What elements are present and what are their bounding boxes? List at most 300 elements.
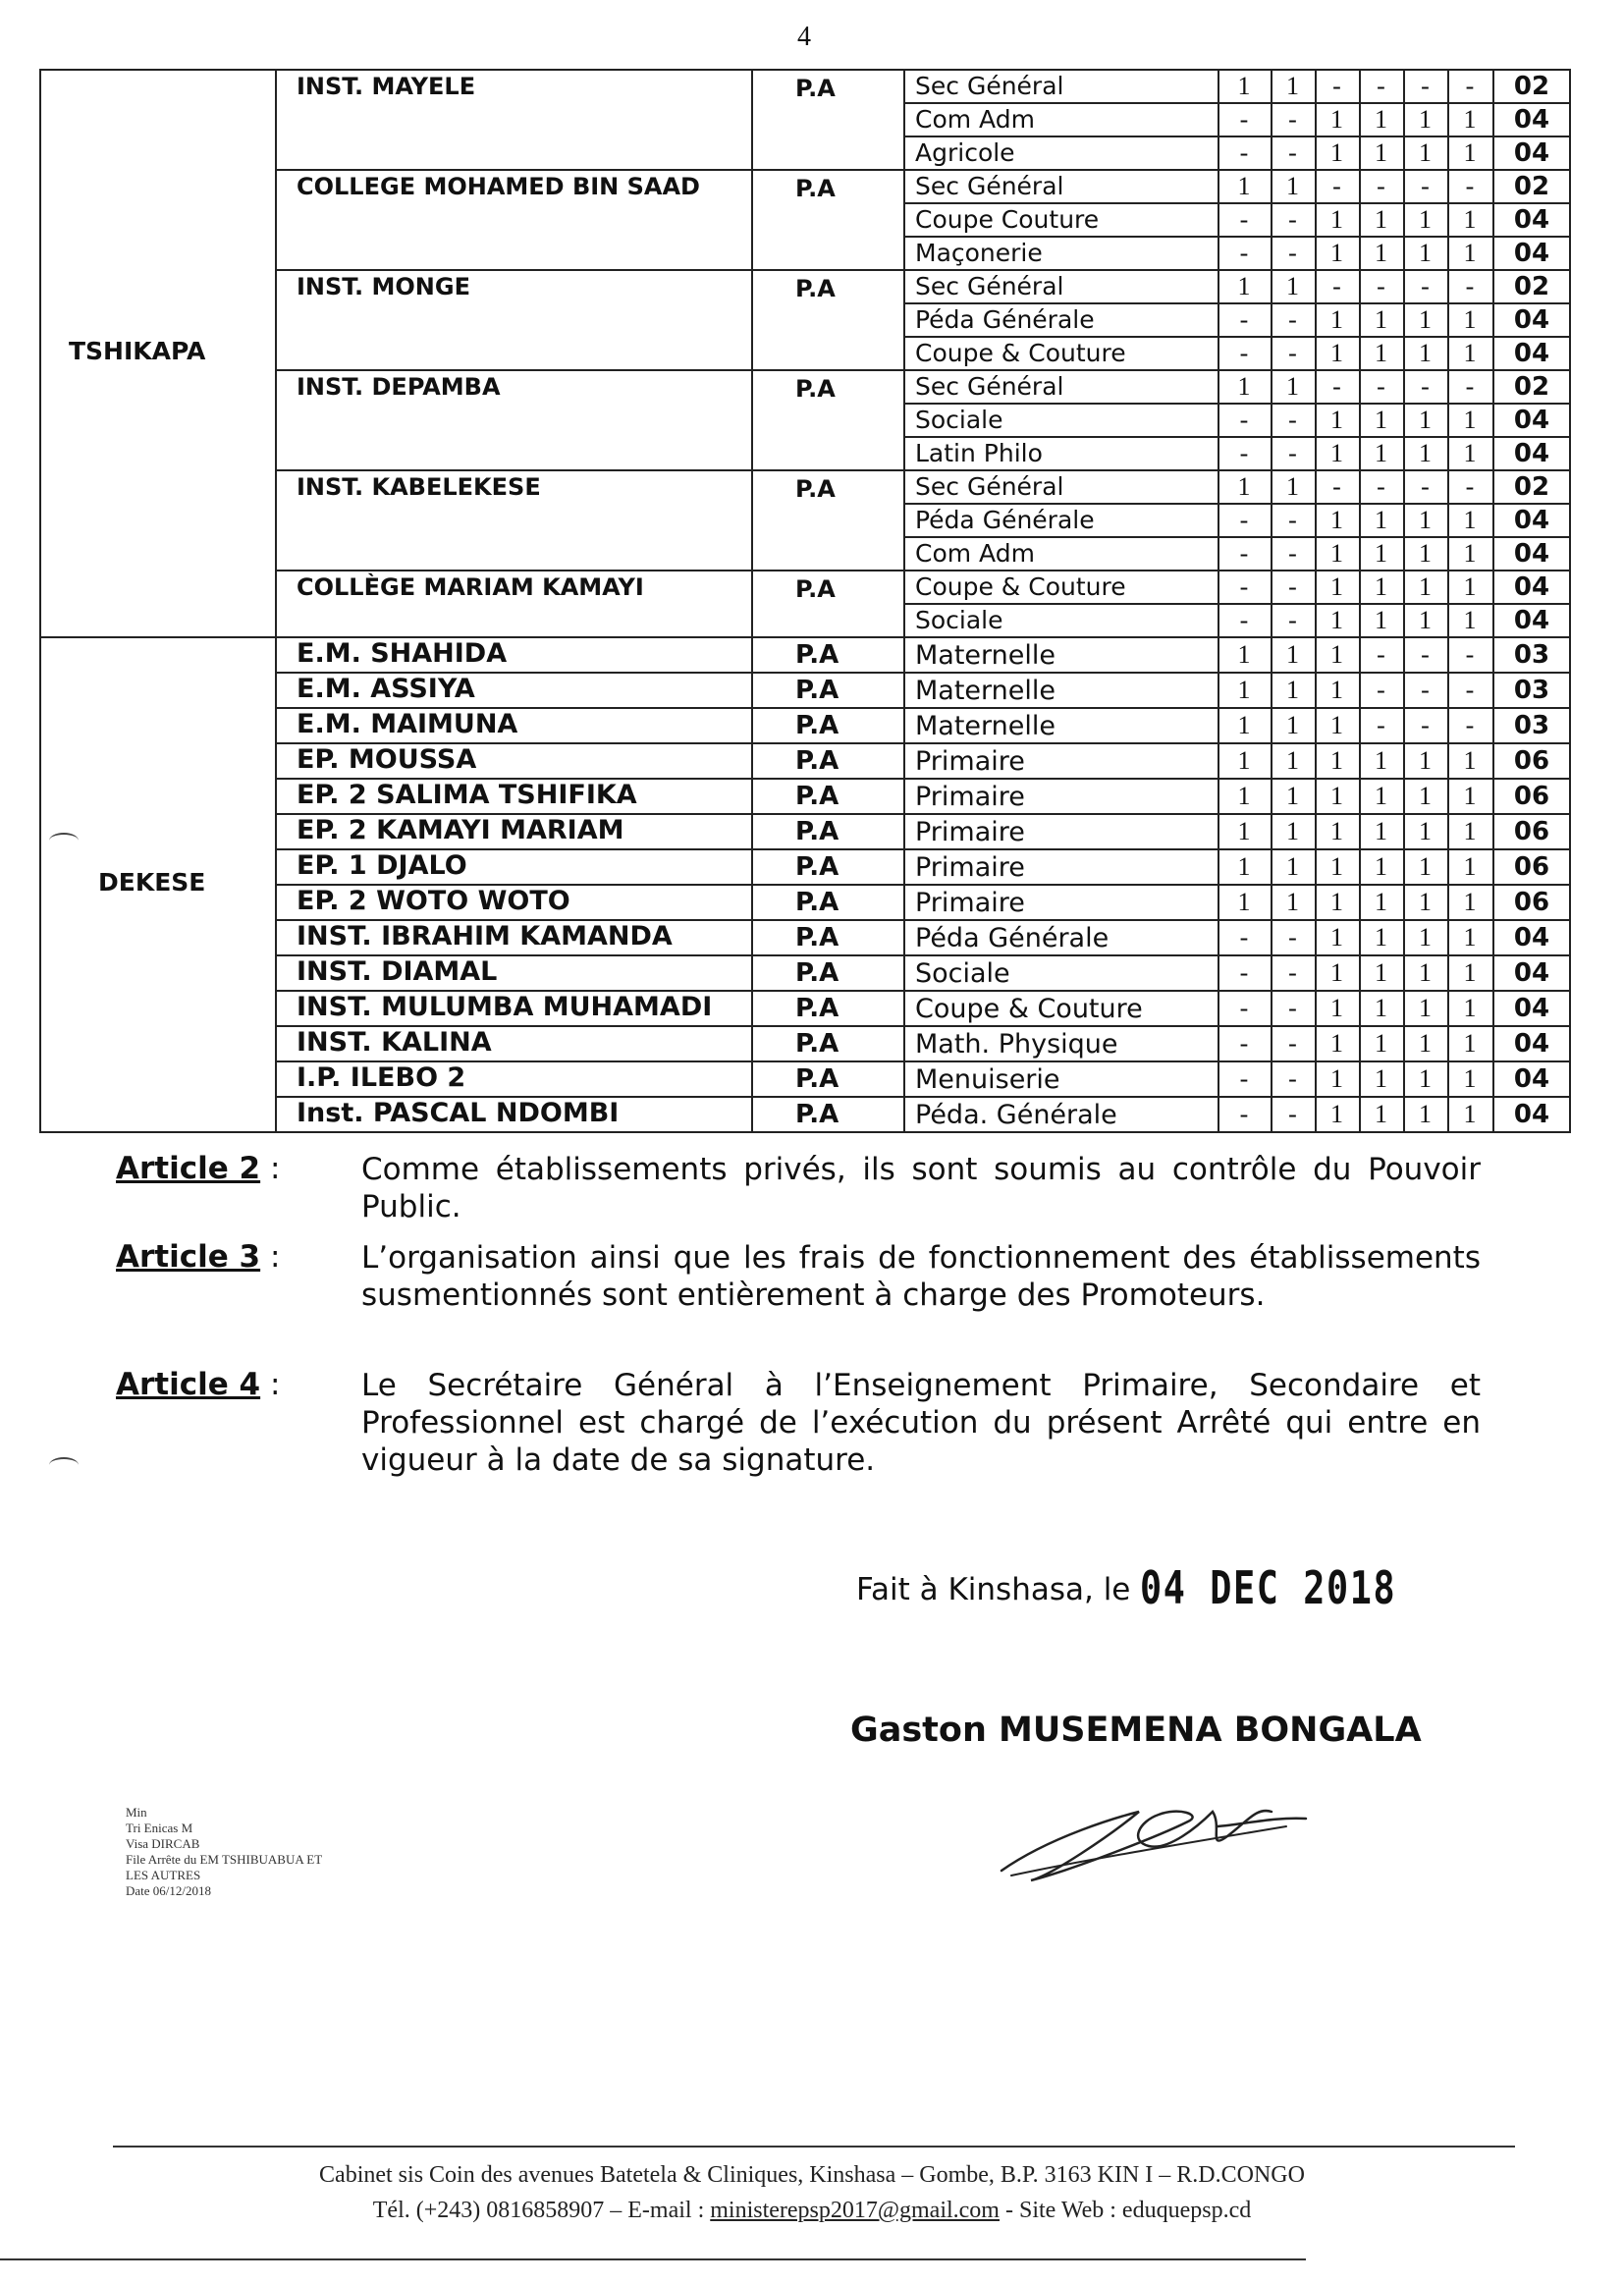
school-regime: P.A (795, 375, 836, 403)
school-name: INST. KALINA (297, 1027, 492, 1058)
year-mark: - (1288, 994, 1297, 1022)
school-name: EP. 2 SALIMA TSHIFIKA (297, 780, 637, 810)
row-rule (903, 672, 1571, 674)
school-regime: P.A (795, 1064, 839, 1094)
year-mark: - (1239, 1029, 1249, 1058)
school-regime: P.A (795, 575, 836, 603)
year-mark: - (1421, 711, 1430, 739)
year-mark: 1 (1419, 205, 1432, 234)
year-mark: 1 (1375, 994, 1387, 1022)
year-mark: 1 (1375, 506, 1387, 534)
option-total: 02 (1513, 372, 1550, 402)
year-mark: 1 (1419, 606, 1432, 634)
row-rule (39, 636, 275, 638)
year-mark: 1 (1375, 1029, 1387, 1058)
year-mark: - (1421, 640, 1430, 669)
row-rule (903, 1060, 1571, 1062)
option-name: Péda Générale (915, 506, 1095, 534)
option-total: 03 (1513, 640, 1550, 670)
year-mark: - (1421, 72, 1430, 100)
option-total: 06 (1513, 817, 1550, 846)
year-mark: 1 (1237, 852, 1251, 881)
option-name: Maternelle (915, 676, 1056, 706)
year-mark: 1 (1375, 539, 1387, 568)
year-mark: - (1288, 958, 1297, 987)
option-name: Sociale (915, 406, 1003, 434)
year-mark: - (1377, 640, 1385, 669)
year-mark: 1 (1463, 958, 1477, 987)
option-name: Coupe & Couture (915, 994, 1143, 1024)
row-rule (903, 403, 1571, 405)
school-name: EP. 1 DJALO (297, 850, 467, 881)
meta-line: File Arrête du EM TSHIBUABUA ET (126, 1852, 323, 1867)
school-name: E.M. MAIMUNA (297, 709, 518, 739)
option-name: Primaire (915, 782, 1025, 812)
row-rule (903, 202, 1571, 204)
year-mark: - (1332, 272, 1341, 300)
school-name: EP. 2 KAMAYI MARIAM (297, 815, 624, 845)
col-rule (39, 69, 41, 1131)
option-total: 06 (1513, 782, 1550, 811)
year-mark: 1 (1419, 1064, 1432, 1093)
col-rule (1271, 69, 1272, 1131)
year-mark: 1 (1463, 305, 1477, 334)
year-mark: 1 (1463, 817, 1477, 845)
option-total: 04 (1513, 339, 1550, 368)
year-mark: 1 (1463, 782, 1477, 810)
col-rule (1315, 69, 1317, 1131)
row-rule (903, 1131, 1571, 1133)
year-mark: - (1465, 72, 1475, 100)
year-mark: 1 (1330, 958, 1343, 987)
year-mark: 1 (1330, 888, 1343, 916)
year-mark: - (1239, 994, 1249, 1022)
col-rule (751, 69, 753, 1131)
option-total: 04 (1513, 1029, 1550, 1059)
article-label (116, 1239, 280, 1275)
year-mark: 1 (1375, 606, 1387, 634)
year-mark: 1 (1463, 506, 1477, 534)
year-mark: - (1421, 172, 1430, 200)
year-mark: 1 (1463, 1029, 1477, 1058)
year-mark: - (1239, 1100, 1249, 1128)
option-total: 04 (1513, 539, 1550, 569)
option-total: 04 (1513, 239, 1550, 268)
year-mark: - (1465, 711, 1475, 739)
option-name: Sociale (915, 606, 1003, 634)
col-rule (903, 69, 905, 1131)
option-name: Péda Générale (915, 923, 1110, 953)
bottom-divider (0, 2258, 1306, 2260)
footer-contact (0, 2198, 1624, 2224)
row-rule (903, 919, 1571, 921)
option-total: 04 (1513, 923, 1550, 952)
year-mark: - (1288, 105, 1297, 134)
row-rule (39, 69, 1571, 71)
year-mark: 1 (1330, 138, 1343, 167)
year-mark: - (1288, 305, 1297, 334)
option-name: Primaire (915, 817, 1025, 847)
row-rule (903, 469, 1571, 471)
school-regime: P.A (795, 75, 836, 102)
option-total: 04 (1513, 1064, 1550, 1094)
year-mark: 1 (1330, 572, 1343, 601)
year-mark: 1 (1419, 105, 1432, 134)
col-rule (1403, 69, 1405, 1131)
school-name: INST. MAYELE (297, 73, 476, 100)
option-name: Agricole (915, 138, 1015, 167)
year-mark: 1 (1330, 1064, 1343, 1093)
year-mark: - (1332, 472, 1341, 501)
year-mark: 1 (1375, 1100, 1387, 1128)
footer-email-link[interactable]: ministerepsp2017@gmail.com (710, 2198, 1000, 2223)
school-name: INST. DIAMAL (297, 956, 498, 987)
col-rule (1359, 69, 1361, 1131)
option-name: Sociale (915, 958, 1010, 989)
year-mark: 1 (1237, 817, 1251, 845)
place-text: Fait à Kinshasa, le (856, 1572, 1131, 1607)
school-regime: P.A (795, 746, 839, 776)
year-mark: 1 (1286, 472, 1299, 501)
article-label (116, 1367, 280, 1402)
option-total: 04 (1513, 105, 1550, 135)
row-rule (903, 603, 1571, 605)
page-number: 4 (797, 22, 811, 52)
year-mark: 1 (1419, 994, 1432, 1022)
year-mark: 1 (1375, 888, 1387, 916)
school-regime: P.A (795, 711, 839, 740)
year-mark: 1 (1330, 852, 1343, 881)
year-mark: - (1239, 105, 1249, 134)
year-mark: - (1377, 172, 1385, 200)
row-rule (903, 236, 1571, 238)
school-regime: P.A (795, 1100, 839, 1129)
footer-phone: Tél. (+243) 0816858907 – E-mail : (372, 2198, 711, 2223)
year-mark: - (1332, 72, 1341, 100)
row-rule (903, 1096, 1571, 1098)
option-total: 02 (1513, 272, 1550, 301)
row-rule (903, 742, 1571, 744)
year-mark: 1 (1237, 372, 1251, 401)
year-mark: 1 (1286, 72, 1299, 100)
year-mark: 1 (1375, 138, 1387, 167)
option-name: Maternelle (915, 640, 1056, 671)
year-mark: - (1465, 172, 1475, 200)
year-mark: 1 (1237, 746, 1251, 775)
row-rule (275, 469, 903, 471)
year-mark: 1 (1330, 339, 1343, 367)
year-mark: - (1288, 138, 1297, 167)
year-mark: 1 (1237, 72, 1251, 100)
year-mark: - (1288, 572, 1297, 601)
year-mark: 1 (1330, 406, 1343, 434)
col-rule (1218, 69, 1219, 1131)
year-mark: 1 (1419, 1029, 1432, 1058)
row-rule (903, 848, 1571, 850)
year-mark: 1 (1286, 172, 1299, 200)
school-name: COLLÈGE MARIAM KAMAYI (297, 573, 644, 601)
option-name: Maternelle (915, 711, 1056, 741)
year-mark: - (1288, 205, 1297, 234)
year-mark: 1 (1419, 852, 1432, 881)
year-mark: - (1377, 372, 1385, 401)
school-name: INST. DEPAMBA (297, 373, 501, 401)
year-mark: 1 (1375, 746, 1387, 775)
year-mark: - (1239, 406, 1249, 434)
meta-line: Date 06/12/2018 (126, 1883, 212, 1898)
option-total: 02 (1513, 72, 1550, 101)
year-mark: 1 (1286, 852, 1299, 881)
school-regime: P.A (795, 958, 839, 988)
year-mark: 1 (1330, 746, 1343, 775)
year-mark: 1 (1419, 782, 1432, 810)
row-rule (903, 570, 1571, 571)
footer-address: Cabinet sis Coin des avenues Batetela & Cliniques, Kinshasa – Gombe, B.P. 3163 KIN I – R.D.CONGO (319, 2162, 1305, 2188)
year-mark: - (1239, 539, 1249, 568)
year-mark: 1 (1237, 782, 1251, 810)
article-number: Article 2 (116, 1151, 261, 1186)
row-rule (275, 369, 903, 371)
year-mark: 1 (1419, 923, 1432, 952)
school-name: EP. MOUSSA (297, 744, 477, 775)
year-mark: - (1421, 472, 1430, 501)
year-mark: - (1465, 272, 1475, 300)
year-mark: 1 (1330, 205, 1343, 234)
year-mark: 1 (1419, 817, 1432, 845)
year-mark: 1 (1463, 888, 1477, 916)
year-mark: 1 (1463, 439, 1477, 467)
year-mark: - (1288, 1029, 1297, 1058)
row-rule (903, 336, 1571, 338)
school-name: INST. MONGE (297, 273, 470, 300)
school-regime: P.A (795, 782, 839, 811)
year-mark: 1 (1463, 572, 1477, 601)
option-name: Primaire (915, 746, 1025, 777)
year-mark: 1 (1330, 711, 1343, 739)
option-name: Maçonerie (915, 239, 1043, 267)
year-mark: - (1377, 72, 1385, 100)
year-mark: 1 (1237, 172, 1251, 200)
year-mark: 1 (1330, 439, 1343, 467)
school-name: INST. IBRAHIM KAMANDA (297, 921, 673, 952)
option-total: 04 (1513, 1100, 1550, 1129)
year-mark: 1 (1463, 1064, 1477, 1093)
year-mark: 1 (1375, 572, 1387, 601)
year-mark: 1 (1330, 539, 1343, 568)
year-mark: 1 (1237, 472, 1251, 501)
row-rule (39, 1131, 275, 1133)
year-mark: 1 (1330, 506, 1343, 534)
file-metadata (126, 1805, 322, 1899)
row-rule (903, 169, 1571, 171)
year-mark: - (1421, 372, 1430, 401)
year-mark: 1 (1375, 923, 1387, 952)
year-mark: - (1288, 406, 1297, 434)
article-text: Comme établissements privés, ils sont soumis au contrôle du Pouvoir Public. (361, 1152, 1481, 1224)
option-name: Primaire (915, 852, 1025, 883)
option-name: Latin Philo (915, 439, 1043, 467)
year-mark: 1 (1419, 888, 1432, 916)
year-mark: 1 (1419, 339, 1432, 367)
meta-line: Min (126, 1805, 147, 1820)
col-rule (1492, 69, 1494, 1131)
option-name: Sec Général (915, 172, 1064, 200)
city-name: TSHIKAPA (69, 337, 206, 365)
row-rule (903, 707, 1571, 709)
school-name: EP. 2 WOTO WOTO (297, 886, 570, 916)
school-regime: P.A (795, 640, 839, 670)
option-name: Math. Physique (915, 1029, 1118, 1060)
year-mark: 1 (1330, 1100, 1343, 1128)
year-mark: 1 (1419, 439, 1432, 467)
row-rule (275, 169, 903, 171)
year-mark: 1 (1463, 406, 1477, 434)
article-text: L’organisation ainsi que les frais de fonctionnement des établissements susmentionnés sont entièrement à charge des Promoteurs. (361, 1240, 1481, 1313)
year-mark: 1 (1463, 994, 1477, 1022)
year-mark: - (1239, 439, 1249, 467)
school-regime: P.A (795, 676, 839, 705)
year-mark: 1 (1375, 406, 1387, 434)
article-separator: : (260, 1239, 281, 1275)
school-name: E.M. SHAHIDA (297, 638, 508, 669)
option-total: 04 (1513, 572, 1550, 602)
school-regime: P.A (795, 275, 836, 302)
year-mark: - (1239, 606, 1249, 634)
row-rule (903, 954, 1571, 956)
year-mark: - (1421, 272, 1430, 300)
year-mark: - (1239, 239, 1249, 267)
school-regime: P.A (795, 888, 839, 917)
article-text: Le Secrétaire Général à l’Enseignement Primaire, Secondaire et Professionnel est chargé de l’exécution du présent Arrêté qui entre en vigueur à la date de sa signature. (361, 1368, 1481, 1478)
year-mark: 1 (1330, 676, 1343, 704)
school-regime: P.A (795, 923, 839, 952)
year-mark: 1 (1375, 239, 1387, 267)
year-mark: - (1288, 439, 1297, 467)
year-mark: 1 (1463, 606, 1477, 634)
year-mark: - (1377, 272, 1385, 300)
year-mark: 1 (1463, 105, 1477, 134)
year-mark: 1 (1286, 640, 1299, 669)
meta-line: LES AUTRES (126, 1868, 201, 1882)
row-rule (275, 570, 903, 571)
year-mark: 1 (1375, 852, 1387, 881)
margin-mark (49, 1457, 79, 1473)
year-mark: - (1421, 676, 1430, 704)
year-mark: 1 (1375, 439, 1387, 467)
year-mark: - (1239, 339, 1249, 367)
year-mark: 1 (1330, 640, 1343, 669)
year-mark: 1 (1463, 339, 1477, 367)
year-mark: 1 (1286, 817, 1299, 845)
option-name: Sec Général (915, 72, 1064, 100)
school-regime: P.A (795, 175, 836, 202)
article-number: Article 4 (116, 1367, 261, 1402)
school-regime: P.A (795, 817, 839, 846)
city-name: DEKESE (98, 868, 206, 897)
year-mark: - (1288, 923, 1297, 952)
year-mark: 1 (1330, 606, 1343, 634)
year-mark: 1 (1375, 958, 1387, 987)
year-mark: 1 (1286, 746, 1299, 775)
option-name: Sec Général (915, 472, 1064, 501)
place-date (856, 1561, 1461, 1614)
year-mark: 1 (1286, 711, 1299, 739)
year-mark: 1 (1237, 711, 1251, 739)
year-mark: 1 (1237, 640, 1251, 669)
year-mark: - (1465, 372, 1475, 401)
row-rule (903, 269, 1571, 271)
year-mark: 1 (1375, 305, 1387, 334)
article-separator: : (260, 1367, 281, 1402)
signature-icon (992, 1767, 1316, 1895)
year-mark: 1 (1375, 1064, 1387, 1093)
year-mark: 1 (1330, 923, 1343, 952)
col-rule (1447, 69, 1449, 1131)
year-mark: 1 (1419, 958, 1432, 987)
option-total: 04 (1513, 406, 1550, 435)
footer-website: - Site Web : eduquepsp.cd (999, 2198, 1252, 2223)
year-mark: - (1239, 923, 1249, 952)
option-total: 06 (1513, 888, 1550, 917)
option-total: 06 (1513, 746, 1550, 776)
row-rule (275, 1131, 903, 1133)
year-mark: 1 (1286, 676, 1299, 704)
option-total: 06 (1513, 852, 1550, 882)
row-rule (903, 636, 1571, 638)
option-total: 04 (1513, 439, 1550, 468)
option-total: 04 (1513, 606, 1550, 635)
year-mark: 1 (1330, 239, 1343, 267)
row-rule (903, 436, 1571, 438)
year-mark: 1 (1330, 817, 1343, 845)
year-mark: - (1239, 958, 1249, 987)
row-rule (903, 503, 1571, 505)
year-mark: 1 (1463, 205, 1477, 234)
option-total: 03 (1513, 676, 1550, 705)
option-total: 04 (1513, 506, 1550, 535)
year-mark: - (1239, 138, 1249, 167)
year-mark: - (1332, 372, 1341, 401)
row-rule (903, 369, 1571, 371)
option-name: Sec Général (915, 372, 1064, 401)
school-name: INST. KABELEKESE (297, 473, 541, 501)
row-rule (903, 990, 1571, 992)
year-mark: - (1288, 1064, 1297, 1093)
row-rule (903, 102, 1571, 104)
row-rule (903, 1025, 1571, 1027)
year-mark: - (1239, 305, 1249, 334)
year-mark: 1 (1419, 506, 1432, 534)
year-mark: 1 (1463, 1100, 1477, 1128)
year-mark: 1 (1419, 539, 1432, 568)
school-regime: P.A (795, 475, 836, 503)
year-mark: - (1377, 676, 1385, 704)
school-regime: P.A (795, 1029, 839, 1059)
year-mark: - (1465, 472, 1475, 501)
year-mark: - (1465, 676, 1475, 704)
year-mark: - (1465, 640, 1475, 669)
option-name: Sec Général (915, 272, 1064, 300)
row-rule (903, 778, 1571, 780)
year-mark: 1 (1419, 406, 1432, 434)
row-rule (903, 884, 1571, 886)
year-mark: - (1239, 572, 1249, 601)
row-rule (275, 269, 903, 271)
school-name: I.P. ILEBO 2 (297, 1062, 466, 1093)
year-mark: - (1239, 205, 1249, 234)
row-rule (903, 536, 1571, 538)
year-mark: 1 (1330, 994, 1343, 1022)
